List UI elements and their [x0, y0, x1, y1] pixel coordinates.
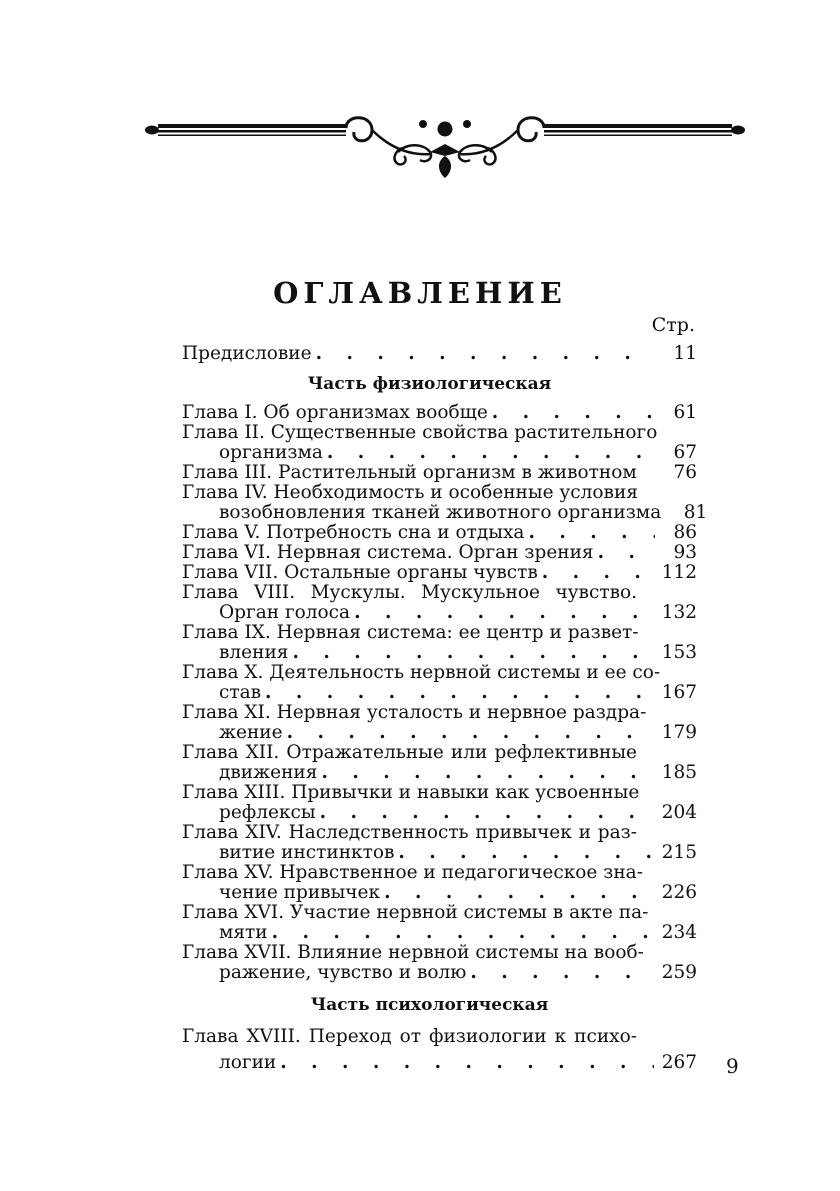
toc-entry-chapter-15[interactable] — [182, 863, 697, 903]
section-heading-physiological: Часть физиологическая — [307, 374, 552, 394]
dot-leader — [598, 543, 655, 563]
toc-entry-label: Глава III. Растительный организм в животном — [182, 462, 637, 483]
toc-entry-label: Глава XIV. Наследственность привычек и раз- — [182, 822, 637, 843]
toc-entry-page: 226 — [661, 882, 697, 903]
toc-entry-chapter-11[interactable] — [182, 703, 697, 743]
toc-entry-chapter-7[interactable] — [182, 563, 697, 583]
toc-entry-label-cont: ражение, чувство и волю — [219, 962, 467, 983]
dot-leader — [321, 763, 653, 783]
toc-entry-chapter-5[interactable] — [182, 523, 697, 543]
toc-entry-chapter-13[interactable] — [182, 783, 697, 823]
dot-leader — [384, 883, 654, 903]
dot-leader — [327, 443, 655, 463]
page-column-label: Стр. — [651, 314, 695, 336]
toc-entry-chapter-6[interactable] — [182, 543, 697, 563]
toc-entry-label: Глава VI. Нервная система. Орган зрения — [182, 542, 594, 563]
toc-entry-label: Глава IX. Нервная система: ее центр и развет- — [182, 622, 639, 643]
toc-entry-page: 86 — [673, 522, 697, 543]
toc-entry-chapter-9[interactable] — [182, 623, 697, 663]
toc-entry-chapter-2[interactable] — [182, 423, 697, 463]
dot-leader — [398, 843, 653, 863]
toc-entry-chapter-8[interactable] — [182, 583, 697, 623]
toc-entry-label: Глава XI. Нервная усталость и нервное раздра- — [182, 702, 647, 723]
toc-entry-label: Глава XVI. Участие нервной системы в акте па- — [182, 902, 649, 923]
toc-entry-label: Глава XIII. Привычки и навыки как усвоенные — [182, 782, 640, 803]
toc-entry-page: 81 — [683, 502, 708, 523]
page-number: 9 — [726, 1054, 739, 1078]
toc-entry-chapter-17[interactable] — [182, 943, 697, 983]
toc-entry-label: Глава VIII. Мускулы. Мускульное чувство. — [182, 582, 637, 603]
dot-leader — [265, 683, 654, 703]
toc-entry-label: Глава XVII. Влияние нервной системы на вооб- — [182, 942, 644, 963]
toc-entry-page: 11 — [673, 343, 697, 364]
dot-leader — [470, 963, 653, 983]
toc-entry-label: Глава IV. Необходимость и особенные условия — [182, 482, 638, 503]
dot-leader — [287, 723, 654, 743]
toc-entry-chapter-1[interactable] — [182, 403, 697, 423]
toc-entry-label: Глава I. Об организмах вообще — [182, 402, 488, 423]
toc-entry-page: 185 — [661, 762, 697, 783]
toc-entry-label-cont: витие инстинктов — [219, 842, 395, 863]
section-heading-psychological: Часть психологическая — [310, 995, 549, 1015]
toc-entry-chapter-3[interactable] — [182, 463, 697, 483]
toc-entry-label-cont: рефлексы — [219, 802, 316, 823]
decorative-ornament — [140, 108, 750, 184]
dot-leader — [280, 1053, 653, 1073]
toc-entry-page: 259 — [661, 962, 697, 983]
toc-entry-page: 234 — [661, 922, 697, 943]
toc-entry-page: 112 — [661, 562, 697, 583]
dot-leader — [528, 523, 655, 543]
toc-entry-page: 153 — [661, 642, 697, 663]
toc-entry-chapter-4[interactable] — [182, 482, 708, 523]
toc-title: ОГЛАВЛЕНИЕ — [273, 276, 567, 310]
toc-entry-chapter-14[interactable] — [182, 823, 697, 863]
toc-entry-label-cont: возобновления тканей животного организма — [219, 502, 662, 523]
toc-entry-label: Глава II. Существенные свойства растительного — [182, 422, 658, 443]
toc-entry-page: 215 — [661, 842, 697, 863]
toc-entry-label-cont: организма — [219, 442, 323, 463]
toc-entry-label-cont: жение — [219, 722, 283, 743]
toc-entry-label-cont: движения — [219, 762, 318, 783]
toc-entry-label-cont: логии — [219, 1052, 277, 1073]
toc-entry-label-cont: чение привычек — [219, 882, 381, 903]
toc-entry-label-cont: Орган голоса — [219, 602, 351, 623]
toc-entry-page: 167 — [661, 682, 697, 703]
toc-entry-label-cont: вления — [219, 642, 289, 663]
toc-entry-page: 61 — [673, 402, 697, 423]
toc-entry-page: 132 — [661, 602, 697, 623]
dot-leader — [354, 603, 654, 623]
toc-entry-chapter-12[interactable] — [182, 743, 697, 783]
toc-entry-chapter-16[interactable] — [182, 903, 697, 943]
dot-leader — [542, 563, 654, 583]
dot-leader — [272, 923, 654, 943]
dot-leader — [320, 803, 654, 823]
toc-entry-label-cont: мяти — [219, 922, 268, 943]
dot-leader — [292, 643, 653, 663]
table-of-contents — [182, 343, 708, 1073]
toc-entry-label: Глава XV. Нравственное и педагогическое зна- — [182, 862, 643, 883]
dot-leader — [492, 403, 655, 423]
toc-entry-label: Глава XVIII. Переход от физиологии к психо- — [182, 1026, 637, 1047]
toc-entry-chapter-10[interactable] — [182, 663, 697, 703]
toc-entry-label: Предисловие — [182, 343, 312, 364]
toc-entry-label: Глава X. Деятельность нервной системы и ее со- — [182, 662, 661, 683]
toc-entry-label: Глава VII. Остальные органы чувств — [182, 562, 538, 583]
dot-leader — [316, 344, 655, 364]
toc-entry-page: 76 — [673, 462, 697, 483]
toc-entry-page: 93 — [673, 542, 697, 563]
toc-entry-page: 267 — [661, 1052, 697, 1073]
toc-entry-chapter-18[interactable] — [182, 1027, 697, 1073]
toc-entry-page: 67 — [673, 442, 697, 463]
toc-entry-page: 179 — [661, 722, 697, 743]
toc-entry-label-cont: став — [219, 682, 262, 703]
toc-entry-page: 204 — [661, 802, 697, 823]
toc-entry-label: Глава XII. Отражательные или рефлективные — [182, 742, 637, 763]
toc-entry-preface[interactable] — [182, 344, 697, 364]
toc-entry-label: Глава V. Потребность сна и отдыха — [182, 522, 525, 543]
